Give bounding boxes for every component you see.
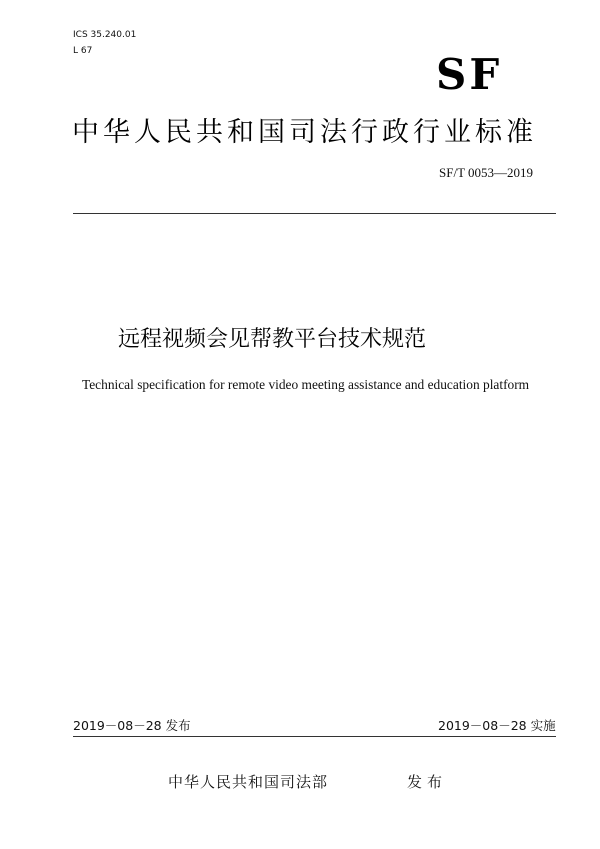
standard-number: SF/T 0053—2019 [439,165,534,180]
document-title-en: Technical specification for remote video meeting assistance and education platform [82,377,530,392]
publish-label: 发布 [407,773,448,791]
effective-date: 2019－08－28 实施 [438,718,556,733]
sf-logo: SF [436,50,503,99]
issue-date: 2019－08－28 发布 [73,718,191,733]
header-divider [73,213,556,214]
ics-code: ICS 35.240.01 [73,30,137,40]
classification-code: L 67 [73,46,93,56]
footer-divider [73,736,556,737]
document-title-zh: 远程视频会见帮教平台技术规范 [118,327,427,352]
standard-type-heading: 中华人民共和国司法行政行业标准 [72,117,537,148]
publisher-name: 中华人民共和国司法部 [168,773,329,791]
